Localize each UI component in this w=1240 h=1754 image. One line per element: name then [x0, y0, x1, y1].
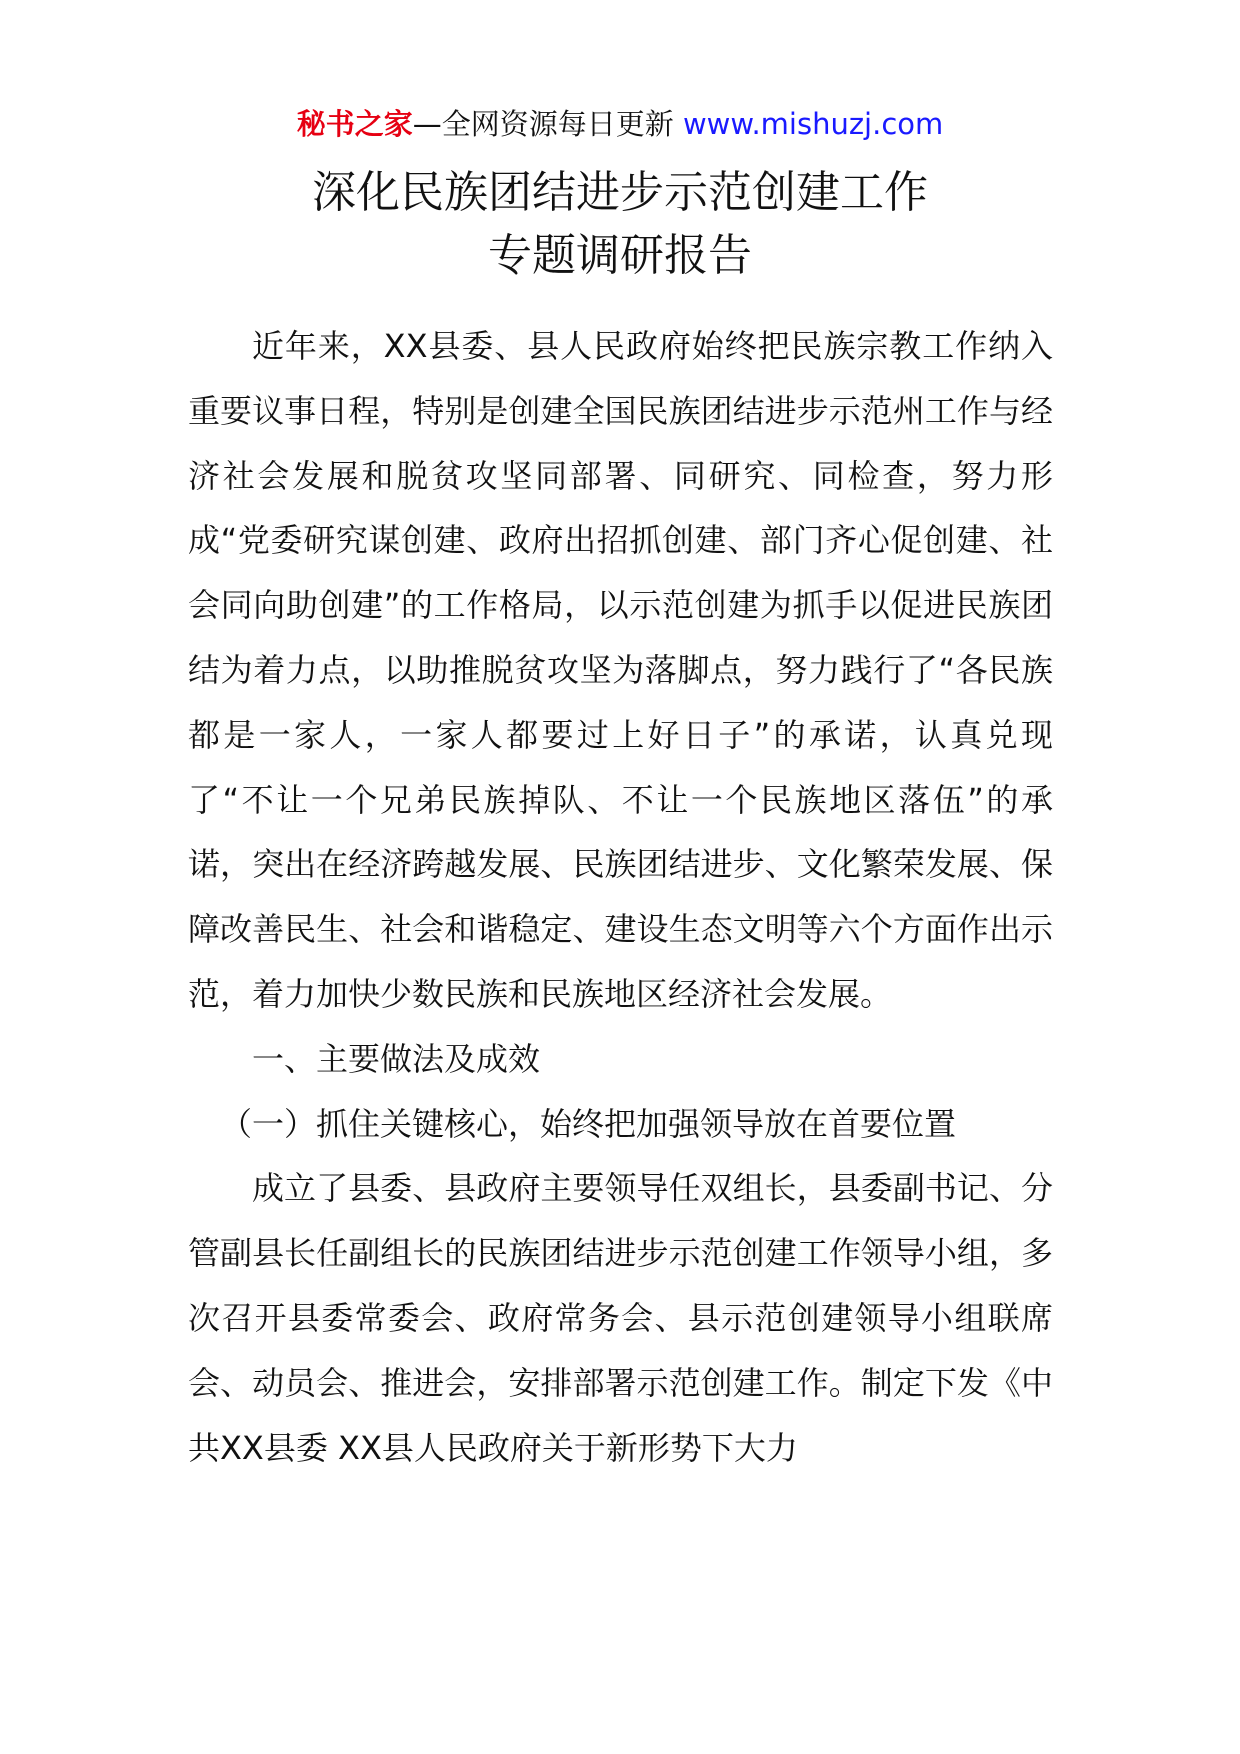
intro-paragraph: 近年来，XX县委、县人民政府始终把民族宗教工作纳入重要议事日程，特别是创建全国民族团结进步示范州工作与经济社会发展和脱贫攻坚同部署、同研究、同检查，努力形成“党委研究谋创建、政府出招抓创建、部门齐心促创建、社会同向助创建”的工作格局，以示范创建为抓手以促进民族团结为着力点，以助推脱贫攻坚为落脚点，努力践行了“各民族都是一家人，一家人都要过上好日子”的承诺，认真兑现了“不让一个兄弟民族掉队、不让一个民族地区落伍”的承诺，突出在经济跨越发展、民族团结进步、文化繁荣发展、保障改善民生、社会和谐稳定、建设生态文明等六个方面作出示范，着力加快少数民族和民族地区经济社会发展。 — [188, 327, 1053, 1013]
header-tagline: —全网资源每日更新 — [412, 107, 683, 141]
section-heading-1: 一、主要做法及成效 — [252, 1039, 541, 1078]
site-header — [0, 104, 1240, 144]
document-body — [188, 314, 1053, 1480]
subsection-heading-1: （一）抓住关键核心，始终把加强领导放在首要位置 — [220, 1104, 957, 1143]
body-paragraph: 成立了县委、县政府主要领导任双组长，县委副书记、分管副县长任副组长的民族团结进步示范创建工作领导小组，多次召开县委常委会、政府常务会、县示范创建领导小组联席会、动员会、推进会，安排部署示范创建工作。制定下发《中共XX县委 XX县人民政府关于新形势下大力 — [188, 1169, 1053, 1467]
site-url-link[interactable]: www.mishuzj.com — [682, 107, 944, 141]
document-title-line-1: 深化民族团结进步示范创建工作 — [312, 167, 928, 218]
brand-name: 秘书之家 — [296, 107, 413, 141]
document-title-line-2: 专题调研报告 — [488, 230, 752, 281]
